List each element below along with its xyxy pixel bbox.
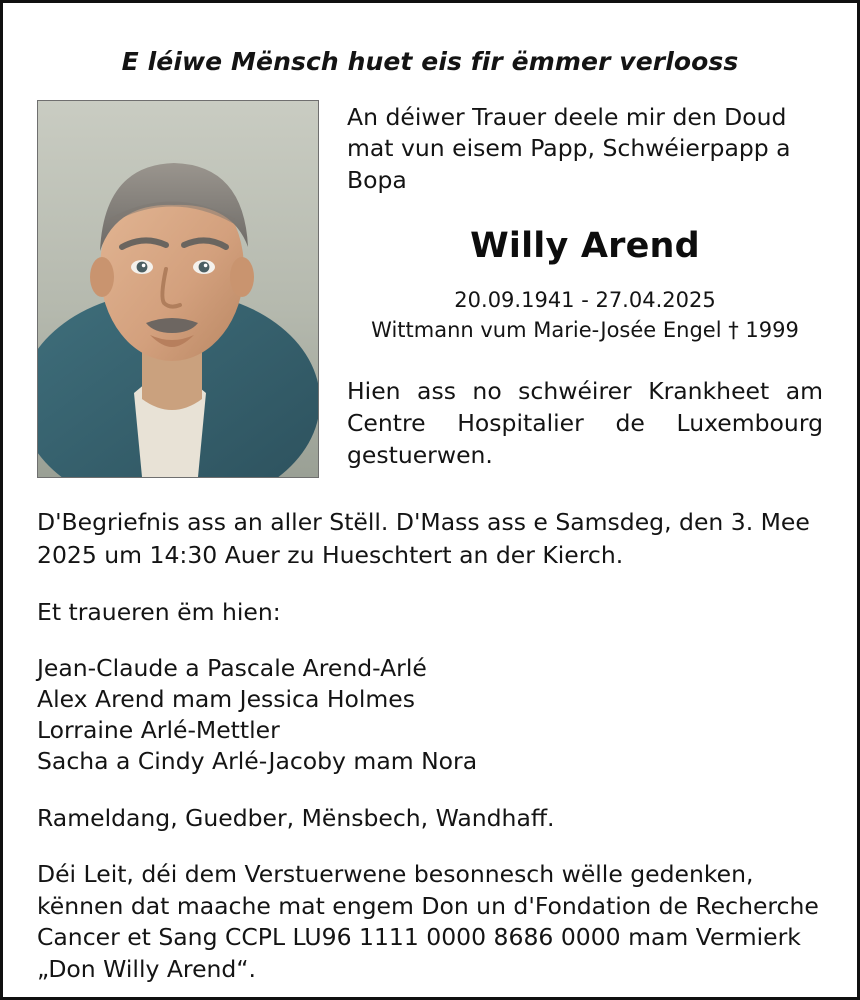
intro-text: An déiwer Trauer deele mir den Doud mat vun eisem Papp, Schwéierpapp a Bopa <box>347 103 791 194</box>
portrait-illustration <box>38 101 318 477</box>
portrait-photo <box>37 100 319 478</box>
headline-quote: E léiwe Mënsch huet eis fir ëmmer verlooss <box>121 47 739 76</box>
body-section <box>37 506 823 986</box>
list-item: Jean-Claude a Pascale Arend-Arlé <box>37 653 427 682</box>
list-item: Lorraine Arlé-Mettler <box>37 716 280 745</box>
deceased-name: Willy Arend <box>470 226 700 267</box>
spouse-line: Wittmann vum Marie-Josée Engel † 1999 <box>371 318 799 343</box>
list-item: Sacha a Cindy Arlé-Jacoby mam Nora <box>37 747 478 776</box>
life-dates: 20.09.1941 - 27.04.2025 <box>454 288 716 313</box>
mourning-intro: Et traueren ëm hien: <box>37 597 281 626</box>
donation-note: Déi Leit, déi dem Verstuerwene besonnesch wëlle gedenken, kënnen dat maache mat engem Don un d'Fondation de Recherche Cancer et Sang CCPL LU96 1111 0000 8686 0000 mam Vermierk „Don Willy Arend“. <box>37 859 819 984</box>
intro-column <box>347 100 823 472</box>
top-section <box>37 100 823 478</box>
death-note: Hien ass no schwéirer Krankheet am Centre Hospitalier de Luxembourg gestuerwen. <box>347 377 823 470</box>
funeral-details: D'Begriefnis ass an aller Stëll. D'Mass ass e Samsdeg, den 3. Mee 2025 um 14:30 Auer zu Hueschtert an der Kierch. <box>37 508 810 569</box>
places-line: Rameldang, Guedber, Mënsbech, Wandhaff. <box>37 803 555 832</box>
mourners-list <box>37 653 823 778</box>
list-item: Alex Arend mam Jessica Holmes <box>37 684 416 713</box>
